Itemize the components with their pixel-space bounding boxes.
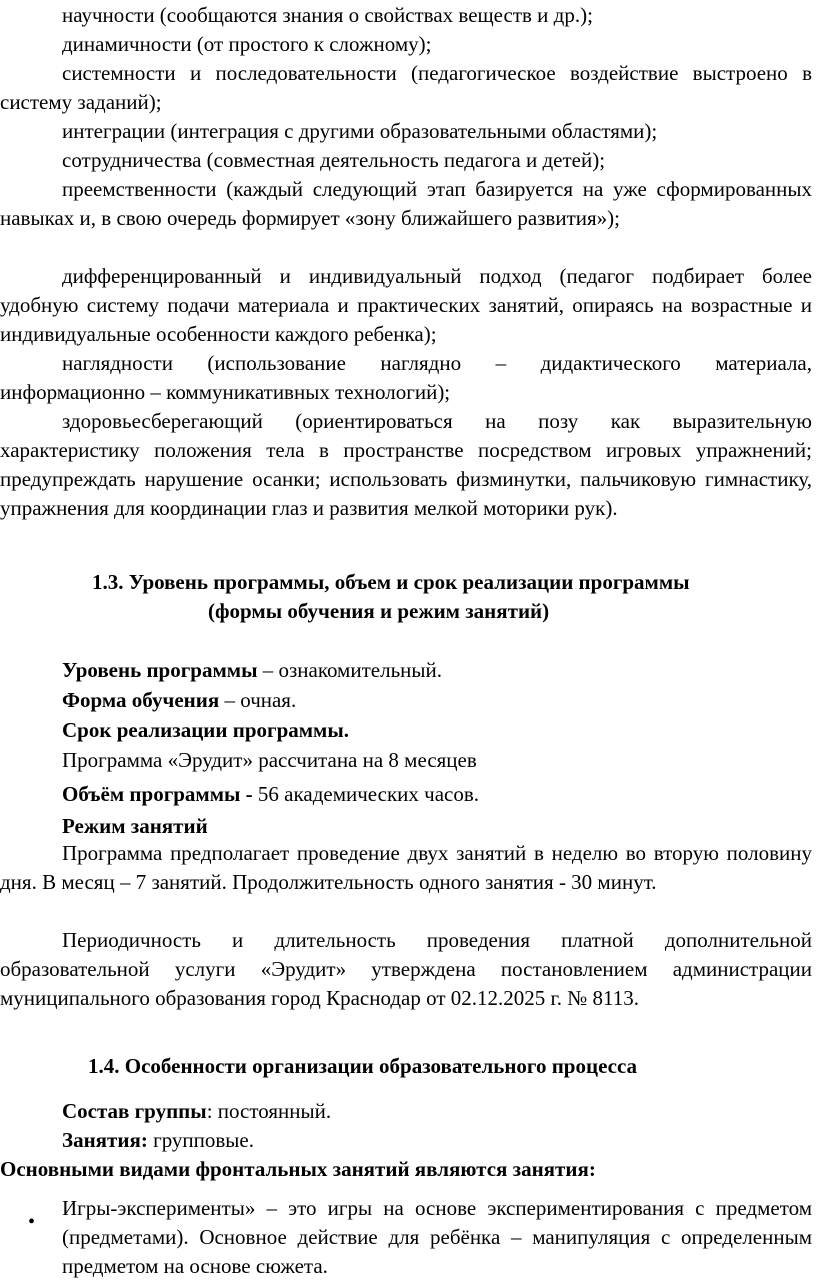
classes-type-value: групповые. (147, 1128, 254, 1152)
study-form-line (62, 686, 296, 715)
program-term-label: Срок реализации программы. (62, 718, 349, 742)
classes-type-line (62, 1126, 254, 1155)
list-item: Игры-эксперименты» – это игры на основе экспериментирования с предметом (предметами). Основное действие для ребёнка – манипуляция с определенным предметом на основе сюжета. (62, 1196, 812, 1278)
section-1-3-title-line2: (формы обучения и режим занятий) (208, 599, 550, 623)
principle-paragraph: интеграции (интеграция с другими образовательными областями); (62, 119, 658, 143)
frontal-classes-heading: Основными видами фронтальных занятий являются занятия: (0, 1157, 596, 1181)
classes-type-label: Занятия: (62, 1128, 148, 1152)
program-volume-value: 56 академических часов. (257, 782, 480, 806)
principle-paragraph: сотрудничества (совместная деятельность педагога и детей); (62, 148, 606, 172)
principle-paragraph: динамичности (от простого к сложному); (62, 32, 432, 56)
section-1-4-title: 1.4. Особенности организации образовательного процесса (88, 1054, 638, 1078)
periodicity-paragraph: Периодичность и длительность проведения платной дополнительной образовательной услуги «Эрудит» утверждена постановлением администрации муниципального образования город Краснодар от 02.12.2025 г. № 8113. (0, 928, 812, 1010)
program-volume-label: Объём программы - (62, 782, 258, 806)
schedule-label: Режим занятий (62, 814, 208, 838)
principle-paragraph: системности и последовательности (педагогическое воздействие выстроено в систему заданий); (0, 61, 812, 114)
program-level-label: Уровень программы (62, 658, 258, 682)
study-form-value: – очная. (219, 688, 297, 712)
schedule-paragraph: Программа предполагает проведение двух занятий в неделю во вторую половину дня. В месяц – 7 занятий. Продолжительность одного занятия - 30 минут. (0, 841, 812, 894)
group-composition-label: Состав группы (62, 1099, 207, 1123)
study-form-label: Форма обучения (62, 688, 220, 712)
program-level-line (62, 656, 442, 685)
principle-paragraph: преемственности (каждый следующий этап базируется на уже сформированных навыках и, в свою очередь формирует «зону ближайшего развития»); (0, 177, 812, 230)
principle-paragraph: дифференцированный и индивидуальный подход (педагог подбирает более удобную систему подачи материала и практических занятий, опираясь на возрастные и индивидуальные особенности каждого ребенка); (0, 264, 812, 346)
group-composition-value: : постоянный. (206, 1099, 332, 1123)
program-level-value: – ознакомительный. (257, 658, 442, 682)
section-1-3-title-line1: 1.3. Уровень программы, объем и срок реализации программы (92, 570, 690, 594)
principle-paragraph: научности (сообщаются знания о свойствах веществ и др.); (62, 3, 593, 27)
bullet-icon: • (28, 1211, 36, 1233)
principle-paragraph: здоровьесберегающий (ориентироваться на позу как выразительную характеристику положения тела в пространстве посредством игровых упражнений; предупреждать нарушение осанки; использовать физминутки, пальчиковую гимнастику, упражнения для координации глаз и развития мелкой моторики рук). (0, 409, 812, 520)
program-volume-line (62, 780, 479, 809)
program-term-text: Программа «Эрудит» рассчитана на 8 месяцев (62, 748, 477, 772)
principle-paragraph: наглядности (использование наглядно – дидактического материала, информационно – коммуникативных технологий); (0, 351, 812, 404)
group-composition-line (62, 1097, 331, 1126)
